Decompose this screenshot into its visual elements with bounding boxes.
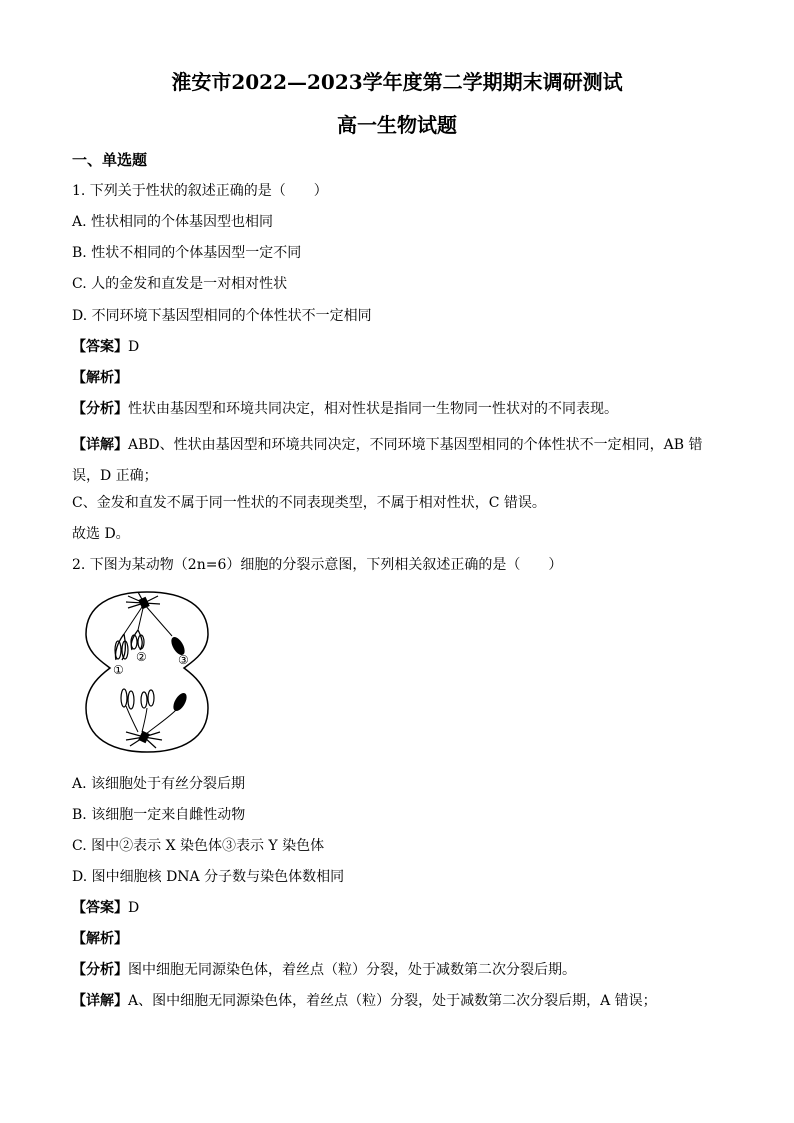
cell-division-figure <box>80 586 214 758</box>
chromosome-2-top <box>131 630 144 650</box>
section-heading: 一、单选题 <box>72 151 148 169</box>
q2-option-c: C. 图中②表示 X 染色体③表示 Y 染色体 <box>72 838 325 854</box>
chromosome-3-bottom <box>146 691 189 734</box>
chromosome-1-bottom <box>121 689 138 732</box>
label-2: ② <box>136 650 147 664</box>
fenxi-text: 性状由基因型和环境共同决定，相对性状是指同一生物同一性状对的不同表现。 <box>128 401 618 417</box>
q1-answer <box>72 337 722 357</box>
q2-option-b: B. 该细胞一定来自雌性动物 <box>72 807 246 823</box>
detail-text: A、图中细胞无同源染色体，着丝点（粒）分裂，处于减数第二次分裂后期，A 错误； <box>128 993 657 1009</box>
q2-detail <box>72 991 722 1011</box>
q2-analysis-heading <box>72 929 722 949</box>
q1-stem: 1. 下列关于性状的叙述正确的是（ ） <box>72 183 328 199</box>
q1-fenxi <box>72 399 722 419</box>
q1-option-d: D. 不同环境下基因型相同的个体性状不一定相同 <box>72 308 372 324</box>
q1-option-b: B. 性状不相同的个体基因型一定不同 <box>72 245 302 261</box>
fenxi-text: 图中细胞无同源染色体，着丝点（粒）分裂，处于减数第二次分裂后期。 <box>128 962 576 978</box>
q2-fenxi <box>72 960 722 980</box>
fenxi-tag: 【分析】 <box>72 962 128 978</box>
fenxi-tag: 【分析】 <box>72 401 128 417</box>
q1-analysis-heading <box>72 368 722 388</box>
q1-detail <box>72 430 722 492</box>
q1-option-c: C. 人的金发和直发是一对相对性状 <box>72 276 288 292</box>
label-1: ① <box>113 663 124 677</box>
exam-subtitle: 高一生物试题 <box>337 113 457 137</box>
answer-value: D <box>128 339 140 355</box>
q1-option-a: A. 性状相同的个体基因型也相同 <box>72 214 274 230</box>
bottom-centrosome-icon <box>126 731 162 748</box>
spindle-fiber <box>144 604 172 636</box>
exam-title: 淮安市2022—2023学年度第二学期期末调研测试 <box>171 70 623 94</box>
analysis-tag: 【解析】 <box>72 931 128 947</box>
analysis-tag: 【解析】 <box>72 370 128 386</box>
answer-tag: 【答案】 <box>72 900 128 916</box>
q1-detail-c: C、金发和直发不属于同一性状的不同表现类型，不属于相对性状，C 错误。 <box>72 495 546 511</box>
answer-tag: 【答案】 <box>72 339 128 355</box>
answer-value: D <box>128 900 140 916</box>
q2-stem: 2. 下图为某动物（2n=6）细胞的分裂示意图，下列相关叙述正确的是（ ） <box>72 557 563 573</box>
q1-conclusion: 故选 D。 <box>72 526 130 542</box>
q2-answer <box>72 898 722 918</box>
detail-tag: 【详解】 <box>72 437 128 453</box>
chromosome-1-top <box>115 634 128 660</box>
detail-tag: 【详解】 <box>72 993 128 1009</box>
q2-option-a: A. 该细胞处于有丝分裂后期 <box>72 776 246 792</box>
detail-text: ABD、性状由基因型和环境共同决定，不同环境下基因型相同的个体性状不一定相同，AB 错误，D 正确； <box>72 437 703 484</box>
cell-membrane-outline <box>86 592 208 752</box>
label-3: ③ <box>178 653 189 667</box>
q2-option-d: D. 图中细胞核 DNA 分子数与染色体数相同 <box>72 869 345 885</box>
chromosome-2-bottom <box>141 690 154 732</box>
